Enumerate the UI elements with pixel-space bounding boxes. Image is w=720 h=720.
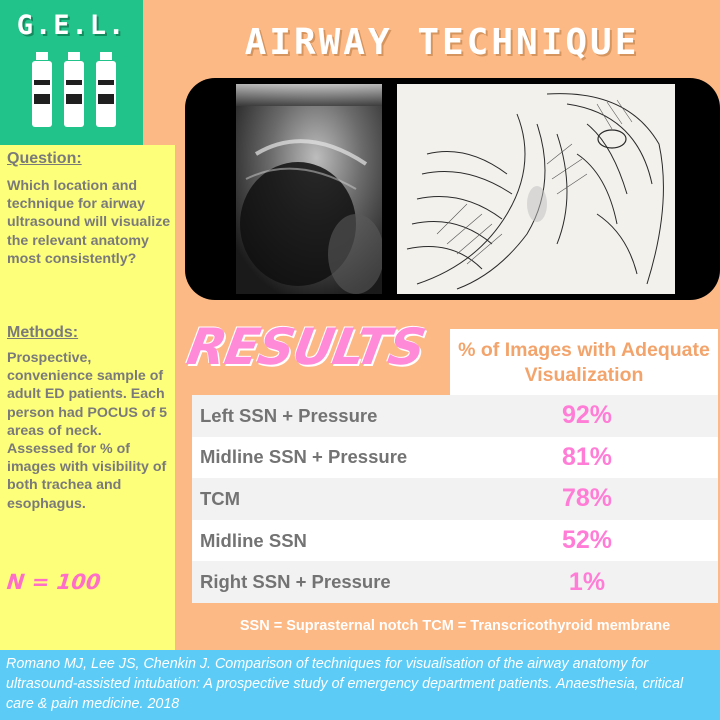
- table-row: [192, 520, 718, 562]
- results-column-header: % of Images with Adequate Visualization: [450, 329, 718, 395]
- question-heading: Question:: [7, 150, 82, 167]
- side-panel: [0, 145, 175, 650]
- abbreviation-legend: SSN = Suprasternal notch TCM = Transcricothyroid membrane: [239, 618, 671, 634]
- row-label: Midline SSN + Pressure: [192, 437, 456, 479]
- page-title: AIRWAY TECHNIQUE: [244, 22, 640, 63]
- row-value: 81%: [456, 437, 718, 479]
- results-title: RESULTS: [182, 318, 430, 376]
- row-label: Left SSN + Pressure: [192, 395, 456, 437]
- sample-size-label: N = 100: [5, 570, 102, 594]
- question-body: Which location and technique for airway ultrasound will visualize the relevant anatomy most consistently?: [7, 178, 171, 267]
- row-value: 52%: [456, 520, 718, 562]
- results-table: [192, 395, 718, 603]
- table-row: [192, 561, 718, 603]
- table-row: [192, 395, 718, 437]
- methods-body: Prospective, convenience sample of adult ED patients. Each person had POCUS of 5 areas of neck. Assessed for % of images with visibility of both trachea and esophagus.: [7, 350, 168, 512]
- methods-heading: Methods:: [7, 324, 79, 341]
- citation-text: Romano MJ, Lee JS, Chenkin J. Comparison of techniques for visualisation of the airway anatomy for ultrasound-assisted intubation: A prospective study of emergency department patients. Anaesthesia, critical care & pain medicine. 2018: [6, 656, 684, 712]
- logo-text: G.E.L.: [16, 10, 127, 41]
- bottles-icon: [32, 52, 116, 130]
- row-value: 1%: [456, 561, 718, 603]
- ultrasound-image: [236, 84, 382, 294]
- row-label: Right SSN + Pressure: [192, 561, 456, 603]
- row-value: 92%: [456, 395, 718, 437]
- table-row: [192, 478, 718, 520]
- citation-footer: [0, 650, 720, 720]
- row-label: Midline SSN: [192, 520, 456, 562]
- logo-panel: [0, 0, 143, 145]
- neck-anatomy-illustration: [397, 84, 675, 294]
- row-label: TCM: [192, 478, 456, 520]
- table-row: [192, 437, 718, 479]
- row-value: 78%: [456, 478, 718, 520]
